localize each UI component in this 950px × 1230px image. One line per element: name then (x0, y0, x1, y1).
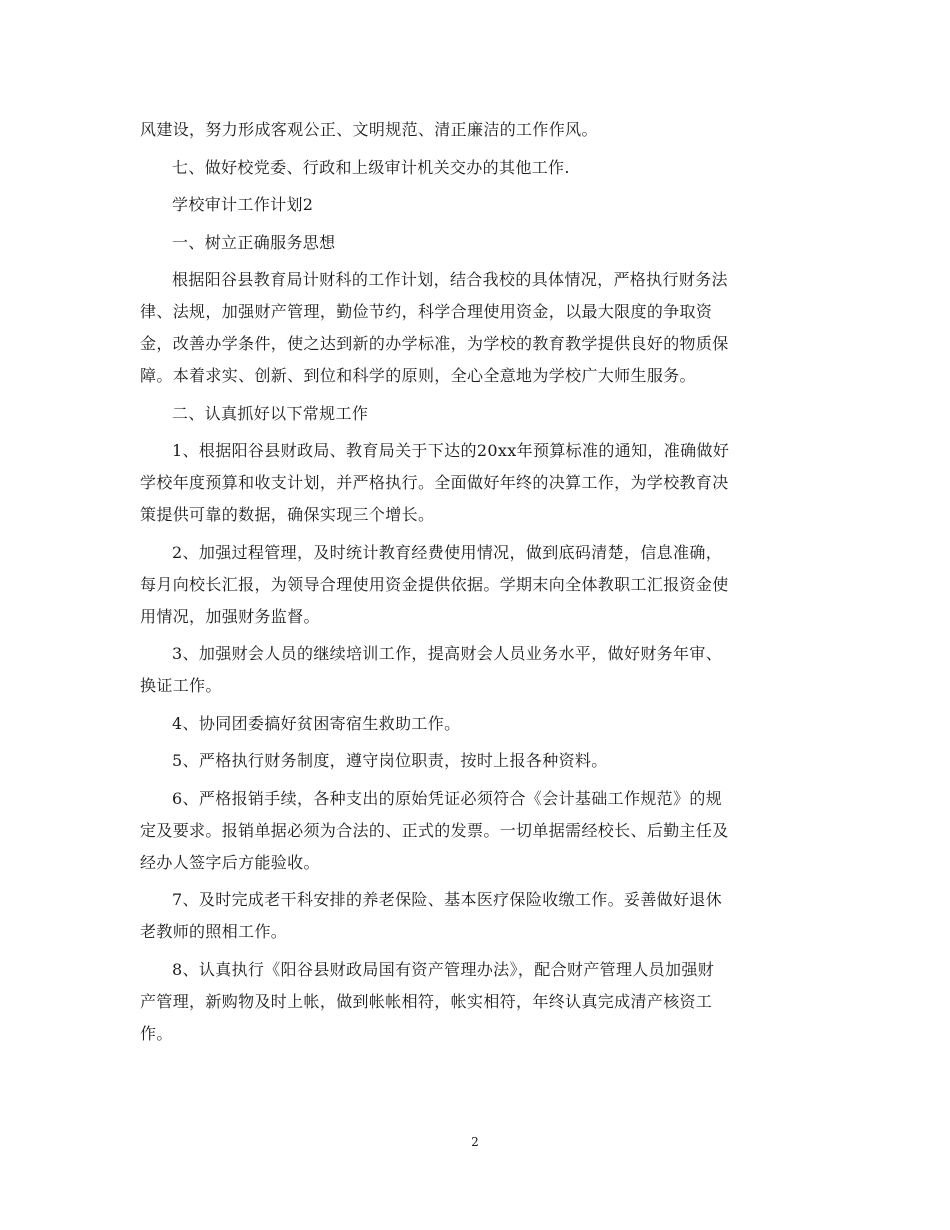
list-item-8: 8、认真执行《阳谷县财政局国有资产管理办法》，配合财产管理人员加强财 产管理，新购物及时上帐，做到帐帐相符，帐实相符，年终认真完成清产核资工 作。 (140, 959, 715, 1043)
list-item-1: 1、根据阳谷县财政局、教育局关于下达的20xx年预算标准的通知，准确做好 学校年度预算和收支计划，并严格执行。全面做好年终的决算工作，为学校教育决 策提供可靠的数据，确保实现三个增长。 (140, 441, 730, 524)
list-item-4: 4、协同团委搞好贫困寄宿生救助工作。 (172, 713, 461, 733)
list-item-6: 6、严格报销手续，各种支出的原始凭证必须符合《会计基础工作规范》的规 定及要求。报销单据必须为合法的、正式的发票。一切单据需经校长、后勤主任及 经办人签字后方能验收。 (140, 788, 729, 872)
heading-one: 一、树立正确服务思想 (172, 232, 336, 252)
document-body (140, 114, 812, 1055)
list-item-7: 7、及时完成老干科安排的养老保险、基本医疗保险收缴工作。妥善做好退休 老教师的照相工作。 (140, 890, 723, 941)
page-number: 2 (471, 1135, 479, 1149)
section-title: 学校审计工作计划2 (172, 195, 314, 214)
heading-two: 二、认真抓好以下常规工作 (172, 403, 369, 423)
list-item-2: 2、加强过程管理，及时统计教育经费使用情况，做到底码清楚，信息准确， 每月向校长汇报，为领导合理使用资金提供依据。学期末向全体教职工汇报资金使 用情况，加强财务监督。 (140, 542, 729, 626)
list-item-3: 3、加强财会人员的继续培训工作，提高财会人员业务水平，做好财务年审、 换证工作。 (140, 644, 723, 695)
paragraph-item-seven: 七、做好校党委、行政和上级审计机关交办的其他工作. (172, 157, 570, 177)
paragraph-intro: 根据阳谷县教育局计财科的工作计划，结合我校的具体情况，严格执行财务法 律、法规，加强财产管理，勤俭节约，科学合理使用资金，以最大限度的争取资 金，改善办学条件，使之达到新的办学标准，为学校的教育教学提供良好的物质保 障。本着求实、创新、到位和科学的原则，全心全意地为学校广大师生服务。 (140, 270, 729, 385)
paragraph-continuation: 风建设，努力形成客观公正、文明规范、清正廉洁的工作作风。 (140, 120, 598, 139)
list-item-5: 5、严格执行财务制度，遵守岗位职责，按时上报各种资料。 (172, 751, 608, 770)
